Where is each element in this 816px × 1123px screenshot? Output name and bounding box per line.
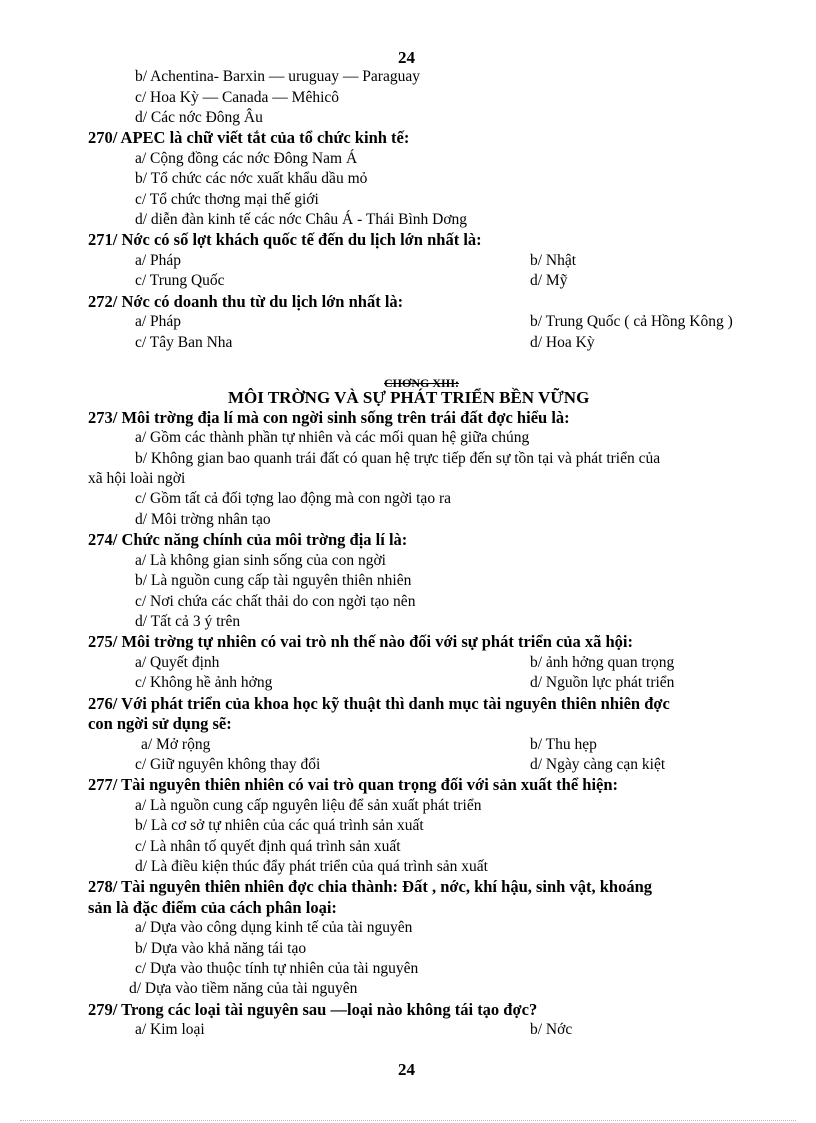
page-bottom-divider — [20, 1120, 796, 1121]
option-c: c/ Tây Ban Nha — [135, 334, 233, 351]
option-b: b/ Tổ chức các nớc xuất khẩu dầu mỏ — [135, 170, 368, 187]
option-c: c/ Trung Quốc — [135, 272, 225, 289]
option-c: c/ Không hề ảnh hởng — [135, 674, 273, 691]
option-d: d/ Là điều kiện thúc đẩy phát triển của quá trình sản xuất — [135, 858, 488, 875]
option-d: d/ Nguồn lực phát triển — [530, 674, 675, 691]
option-c: c/ Dựa vào thuộc tính tự nhiên của tài nguyên — [135, 960, 419, 977]
option-d: d/ Các nớc Đông Âu — [135, 109, 263, 126]
option-a: a/ Pháp — [135, 313, 182, 330]
option-b: b/ ảnh hởng quan trọng — [530, 654, 675, 671]
option-c: c/ Hoa Kỳ — Canada — Mêhicô — [135, 89, 340, 106]
option-c: c/ Nơi chứa các chất thải do con ngời tạo nên — [135, 593, 416, 610]
question-276: 276/ Với phát triển của khoa học kỹ thuật thì danh mục tài nguyên thiên nhiên đợc — [88, 694, 670, 713]
question-276-continued: con ngời sử dụng sẽ: — [88, 714, 232, 733]
option-b: b/ Achentina- Barxin — uruguay — Paraguay — [135, 68, 420, 85]
option-b: b/ Không gian bao quanh trái đất có quan hệ trực tiếp đến sự tồn tại và phát triển của — [135, 450, 661, 467]
option-a: a/ Pháp — [135, 252, 182, 269]
option-b-continued: xã hội loài ngời — [88, 470, 186, 487]
question-278-continued: sản là đặc điểm của cách phân loại: — [88, 898, 337, 917]
question-274: 274/ Chức năng chính của môi trờng địa lí là: — [88, 530, 408, 549]
option-d: d/ Dựa vào tiềm năng của tài nguyên — [129, 980, 358, 997]
option-d: d/ Tất cả 3 ý trên — [135, 613, 241, 630]
option-b: b/ Là nguồn cung cấp tài nguyên thiên nhiên — [135, 572, 412, 589]
chapter-title: MÔI TRỜNG VÀ SỰ PHÁT TRIỂN BỀN VỮNG — [228, 388, 590, 407]
option-d: d/ Hoa Kỳ — [530, 334, 595, 351]
question-273: 273/ Môi trờng địa lí mà con ngời sinh sống trên trái đất đợc hiểu là: — [88, 408, 570, 427]
option-b: b/ Nhật — [530, 252, 577, 269]
option-a: a/ Mở rộng — [141, 736, 211, 753]
option-a: a/ Kim loại — [135, 1021, 205, 1038]
page-number-top: 24 — [398, 48, 415, 67]
option-d: d/ Mỹ — [530, 272, 568, 289]
option-b: b/ Thu hẹp — [530, 736, 597, 753]
question-275: 275/ Môi trờng tự nhiên có vai trò nh thế nào đối với sự phát triển của xã hội: — [88, 632, 634, 651]
option-a: a/ Là không gian sinh sống của con ngời — [135, 552, 386, 569]
option-a: a/ Là nguồn cung cấp nguyên liệu để sản xuất phát triển — [135, 797, 482, 814]
option-b: b/ Là cơ sở tự nhiên của các quá trình sản xuất — [135, 817, 424, 834]
option-a: a/ Dựa vào công dụng kinh tế của tài nguyên — [135, 919, 413, 936]
chapter-heading: CHƠNG XIII: — [384, 376, 460, 390]
question-272: 272/ Nớc có doanh thu từ du lịch lớn nhất là: — [88, 292, 404, 311]
option-d: d/ diễn đàn kinh tế các nớc Châu Á - Thái Bình Dơng — [135, 211, 468, 228]
question-278: 278/ Tài nguyên thiên nhiên đợc chia thành: Đất , nớc, khí hậu, sinh vật, khoáng — [88, 877, 653, 896]
option-c: c/ Tổ chức thơng mại thế giới — [135, 191, 319, 208]
option-d: d/ Môi trờng nhân tạo — [135, 511, 271, 528]
question-270: 270/ APEC là chữ viết tắt của tổ chức kinh tế: — [88, 128, 410, 147]
question-271: 271/ Nớc có số lợt khách quốc tế đến du lịch lớn nhất là: — [88, 230, 482, 249]
option-a: a/ Quyết định — [135, 654, 220, 671]
question-277: 277/ Tài nguyên thiên nhiên có vai trò quan trọng đối với sản xuất thể hiện: — [88, 775, 619, 794]
option-b: b/ Trung Quốc ( cả Hồng Kông ) — [530, 313, 733, 330]
option-c: c/ Là nhân tố quyết định quá trình sản xuất — [135, 838, 401, 855]
option-b: b/ Dựa vào khả năng tái tạo — [135, 940, 307, 957]
option-c: c/ Giữ nguyên không thay đổi — [135, 756, 321, 773]
option-b: b/ Nớc — [530, 1021, 573, 1038]
option-a: a/ Cộng đồng các nớc Đông Nam Á — [135, 150, 358, 167]
option-d: d/ Ngày càng cạn kiệt — [530, 756, 666, 773]
page-number-bottom: 24 — [398, 1060, 415, 1079]
question-279: 279/ Trong các loại tài nguyên sau —loại nào không tái tạo đợc? — [88, 1000, 538, 1019]
option-a: a/ Gồm các thành phần tự nhiên và các mối quan hệ giữa chúng — [135, 429, 530, 446]
option-c: c/ Gồm tất cả đối tợng lao động mà con ngời tạo ra — [135, 490, 451, 507]
